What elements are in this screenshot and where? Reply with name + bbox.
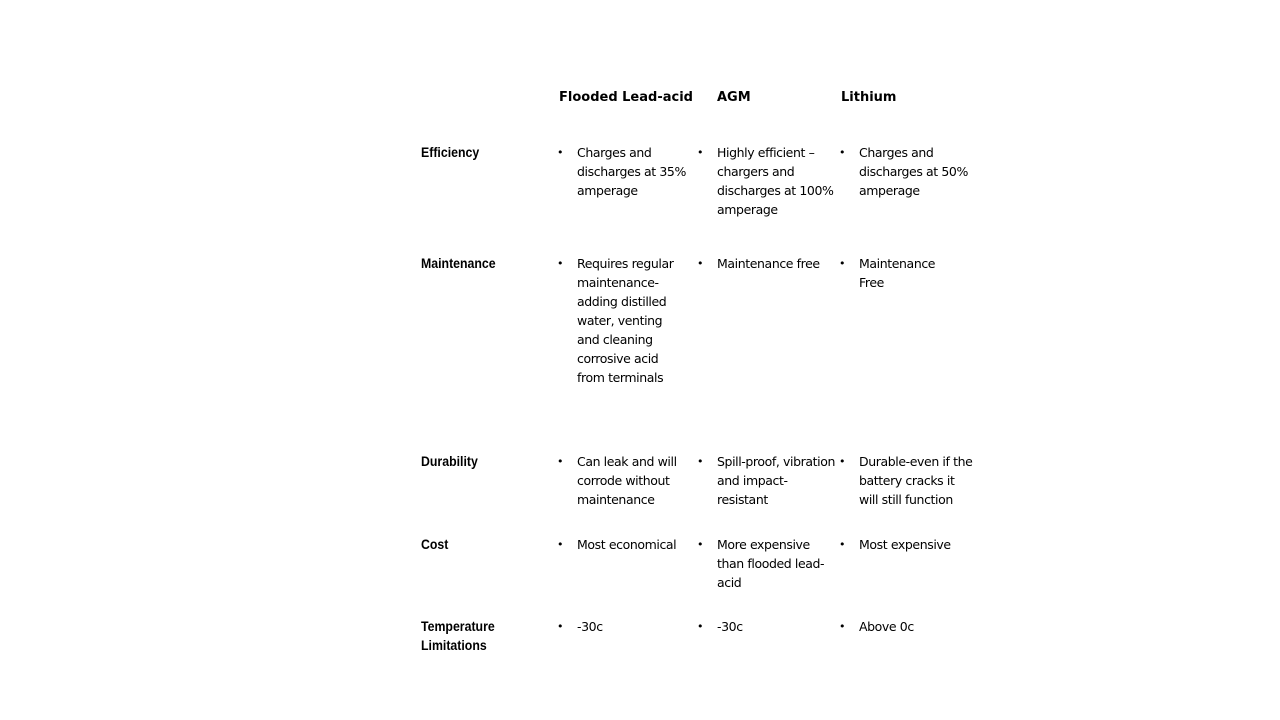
cell-cost-flooded: Most economical (577, 537, 677, 552)
cell-durability-agm: Spill-proof, vibration and impact-resistant (717, 454, 835, 507)
bullet-icon: • (557, 146, 564, 159)
bullet-icon: • (697, 455, 704, 468)
column-header-flooded-lead-acid: Flooded Lead-acid (559, 90, 693, 105)
cell-efficiency-agm: Highly efficient – chargers and discharges at 100% amperage (717, 145, 834, 217)
bullet-icon: • (839, 620, 846, 633)
cell-cost-lithium: Most expensive (859, 537, 951, 552)
bullet-icon: • (697, 538, 704, 551)
row-label-temperature-limitations: Temperature Limitations (421, 618, 495, 653)
cell-temperature-agm: -30c (717, 619, 743, 634)
cell-maintenance-flooded: Requires regular maintenance-adding distilled water, venting and cleaning corrosive acid from terminals (577, 256, 674, 385)
bullet-icon: • (839, 455, 846, 468)
cell-efficiency-lithium: Charges and discharges at 50% amperage (859, 145, 968, 198)
bullet-icon: • (557, 257, 564, 270)
cell-efficiency-flooded: Charges and discharges at 35% amperage (577, 145, 686, 198)
cell-maintenance-lithium: Maintenance Free (859, 256, 936, 290)
bullet-icon: • (839, 538, 846, 551)
row-label-efficiency: Efficiency (421, 144, 480, 160)
cell-temperature-lithium: Above 0c (859, 619, 914, 634)
bullet-icon: • (697, 257, 704, 270)
cell-cost-agm: More expensive than flooded lead-acid (717, 537, 825, 590)
cell-temperature-flooded: -30c (577, 619, 603, 634)
bullet-icon: • (557, 538, 564, 551)
cell-durability-lithium: Durable-even if the battery cracks it will still function (859, 454, 973, 507)
bullet-icon: • (697, 146, 704, 159)
row-label-maintenance: Maintenance (421, 255, 496, 271)
row-label-cost: Cost (421, 536, 449, 552)
column-header-lithium: Lithium (841, 90, 897, 105)
bullet-icon: • (839, 257, 846, 270)
column-header-agm: AGM (717, 90, 751, 105)
bullet-icon: • (557, 620, 564, 633)
bullet-icon: • (839, 146, 846, 159)
bullet-icon: • (697, 620, 704, 633)
cell-maintenance-agm: Maintenance free (717, 256, 820, 271)
cell-durability-flooded: Can leak and will corrode without maintenance (577, 454, 677, 507)
row-label-durability: Durability (421, 453, 478, 469)
bullet-icon: • (557, 455, 564, 468)
